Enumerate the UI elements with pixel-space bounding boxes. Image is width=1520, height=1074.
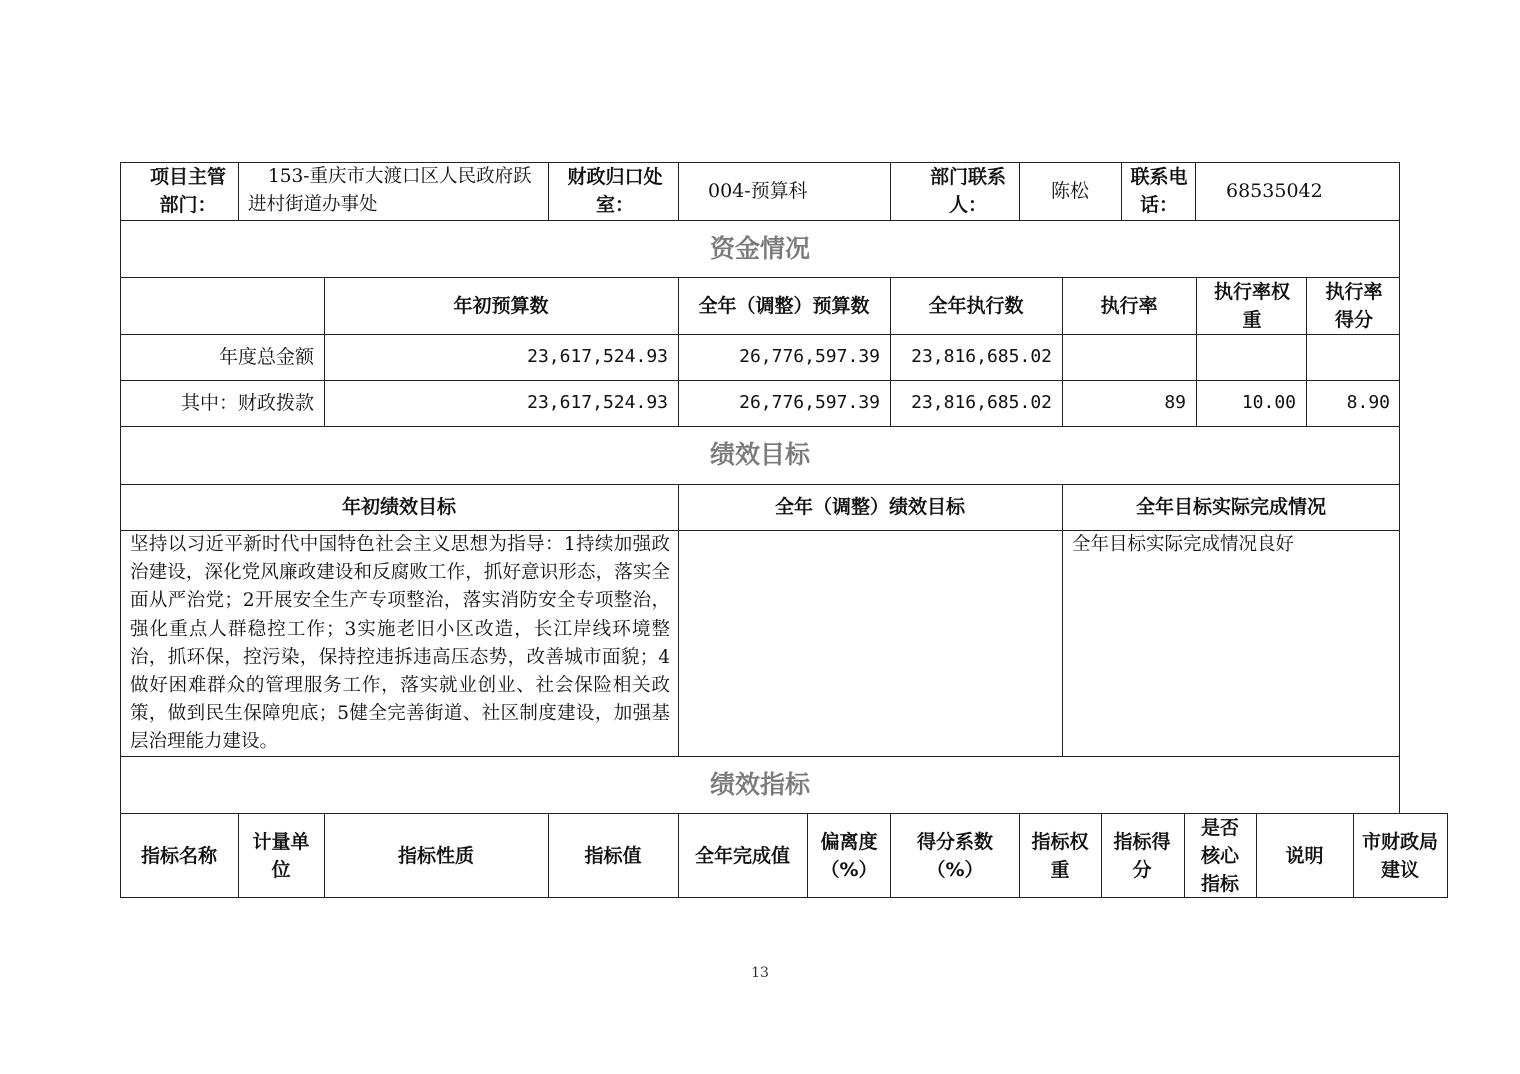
funds-col-adjusted: 全年（调整）预算数	[698, 294, 870, 317]
funds-section-title: 资金情况	[709, 233, 810, 263]
phone-label: 联系电话：	[1130, 166, 1188, 216]
funds-row-label: 其中：财政拨款	[180, 392, 314, 414]
funds-cell-initial: 23,617,524.93	[527, 392, 668, 413]
grid-line	[678, 162, 679, 220]
funds-cell-weight	[1196, 334, 1306, 380]
funds-col-rate: 执行率	[1100, 294, 1158, 317]
grid-line	[238, 813, 239, 898]
funds-cell-rate: 89	[1164, 392, 1186, 413]
funds-col-score: 执行率得分	[1325, 280, 1383, 331]
goals-col-actual: 全年目标实际完成情况	[1135, 496, 1326, 518]
funds-cell-rate	[1062, 334, 1196, 380]
grid-line	[1184, 813, 1185, 898]
indicator-col-score: 指标得分	[1113, 830, 1171, 881]
indicator-col-weight: 指标权重	[1031, 830, 1089, 881]
funds-cell-adjusted: 26,776,597.39	[739, 392, 880, 413]
indicator-col-nature: 指标性质	[397, 844, 474, 867]
funds-row-label: 年度总金额	[218, 346, 314, 368]
goals-initial-text: 坚持以习近平新时代中国特色社会主义思想为指导：1持续加强政治建设，深化党风廉政建设和反腐败工作，抓好意识形态，落实全面从严治党；2开展安全生产专项整治，落实消防安全专项整治，强化重点人群稳控工作；3实施老旧小区改造，长江岸线环境整治，抓环保，控污染，保持控违拆违高压态势，改善城市面貌；4做好困难群众的管理服务工作，落实就业创业、社会保险相关政策，做到民生保障兜底；5健全完善街道、社区制度建设，加强基层治理能力建设。	[130, 534, 670, 753]
indicator-col-note: 说明	[1285, 844, 1324, 867]
indicator-col-unit: 计量单位	[252, 830, 310, 881]
contact-value: 陈松	[1050, 180, 1089, 202]
funds-cell-adjusted: 26,776,597.39	[739, 346, 880, 367]
indicator-col-core: 是否核心指标	[1200, 816, 1239, 895]
funds-col-executed: 全年执行数	[928, 294, 1024, 317]
grid-line	[1195, 162, 1196, 220]
indicator-col-completed: 全年完成值	[694, 844, 790, 867]
goals-col-initial: 年初绩效目标	[341, 496, 456, 518]
goals-section-title: 绩效目标	[709, 440, 810, 469]
funds-cell-score: 8.90	[1346, 392, 1390, 413]
finance-value: 004-预算科	[708, 180, 808, 202]
indicator-col-value: 指标值	[584, 844, 642, 867]
indicator-col-deviation: 偏离度（%）	[820, 830, 878, 881]
indicator-col-name: 指标名称	[140, 844, 217, 867]
indicator-col-suggestion: 市财政局建议	[1362, 830, 1439, 881]
grid-line	[890, 813, 891, 898]
grid-line	[1019, 813, 1020, 898]
finance-label: 财政归口处室：	[567, 166, 663, 216]
funds-cell-score	[1306, 334, 1400, 380]
indicators-section-title: 绩效指标	[709, 769, 810, 799]
goals-col-adjusted: 全年（调整）绩效目标	[774, 496, 965, 518]
dept-value: 153-重庆市大渡口区人民政府跃进村街道办事处	[248, 166, 532, 215]
dept-label: 项目主管部门：	[149, 166, 226, 216]
phone-value: 68535042	[1226, 180, 1323, 202]
grid-line	[1447, 813, 1448, 898]
goals-actual-text: 全年目标实际完成情况良好	[1072, 534, 1295, 555]
funds-cell-weight: 10.00	[1241, 392, 1296, 413]
goals-adjusted-text	[678, 531, 1062, 756]
indicator-col-coefficient: 得分系数（%）	[916, 830, 993, 881]
funds-cell-executed: 23,816,685.02	[911, 346, 1052, 367]
grid-line	[238, 162, 239, 220]
grid-line	[1121, 162, 1122, 220]
funds-col-initial: 年初预算数	[453, 294, 549, 317]
funds-cell-executed: 23,816,685.02	[911, 392, 1052, 413]
grid-line	[890, 162, 891, 220]
contact-label: 部门联系人：	[929, 166, 1006, 216]
page-number: 13	[751, 965, 769, 981]
funds-col-weight: 执行率权重	[1213, 280, 1290, 331]
grid-line	[548, 162, 549, 220]
funds-cell-initial: 23,617,524.93	[527, 346, 668, 367]
grid-line	[807, 813, 808, 898]
grid-line	[1353, 813, 1354, 898]
grid-line	[1101, 813, 1102, 898]
